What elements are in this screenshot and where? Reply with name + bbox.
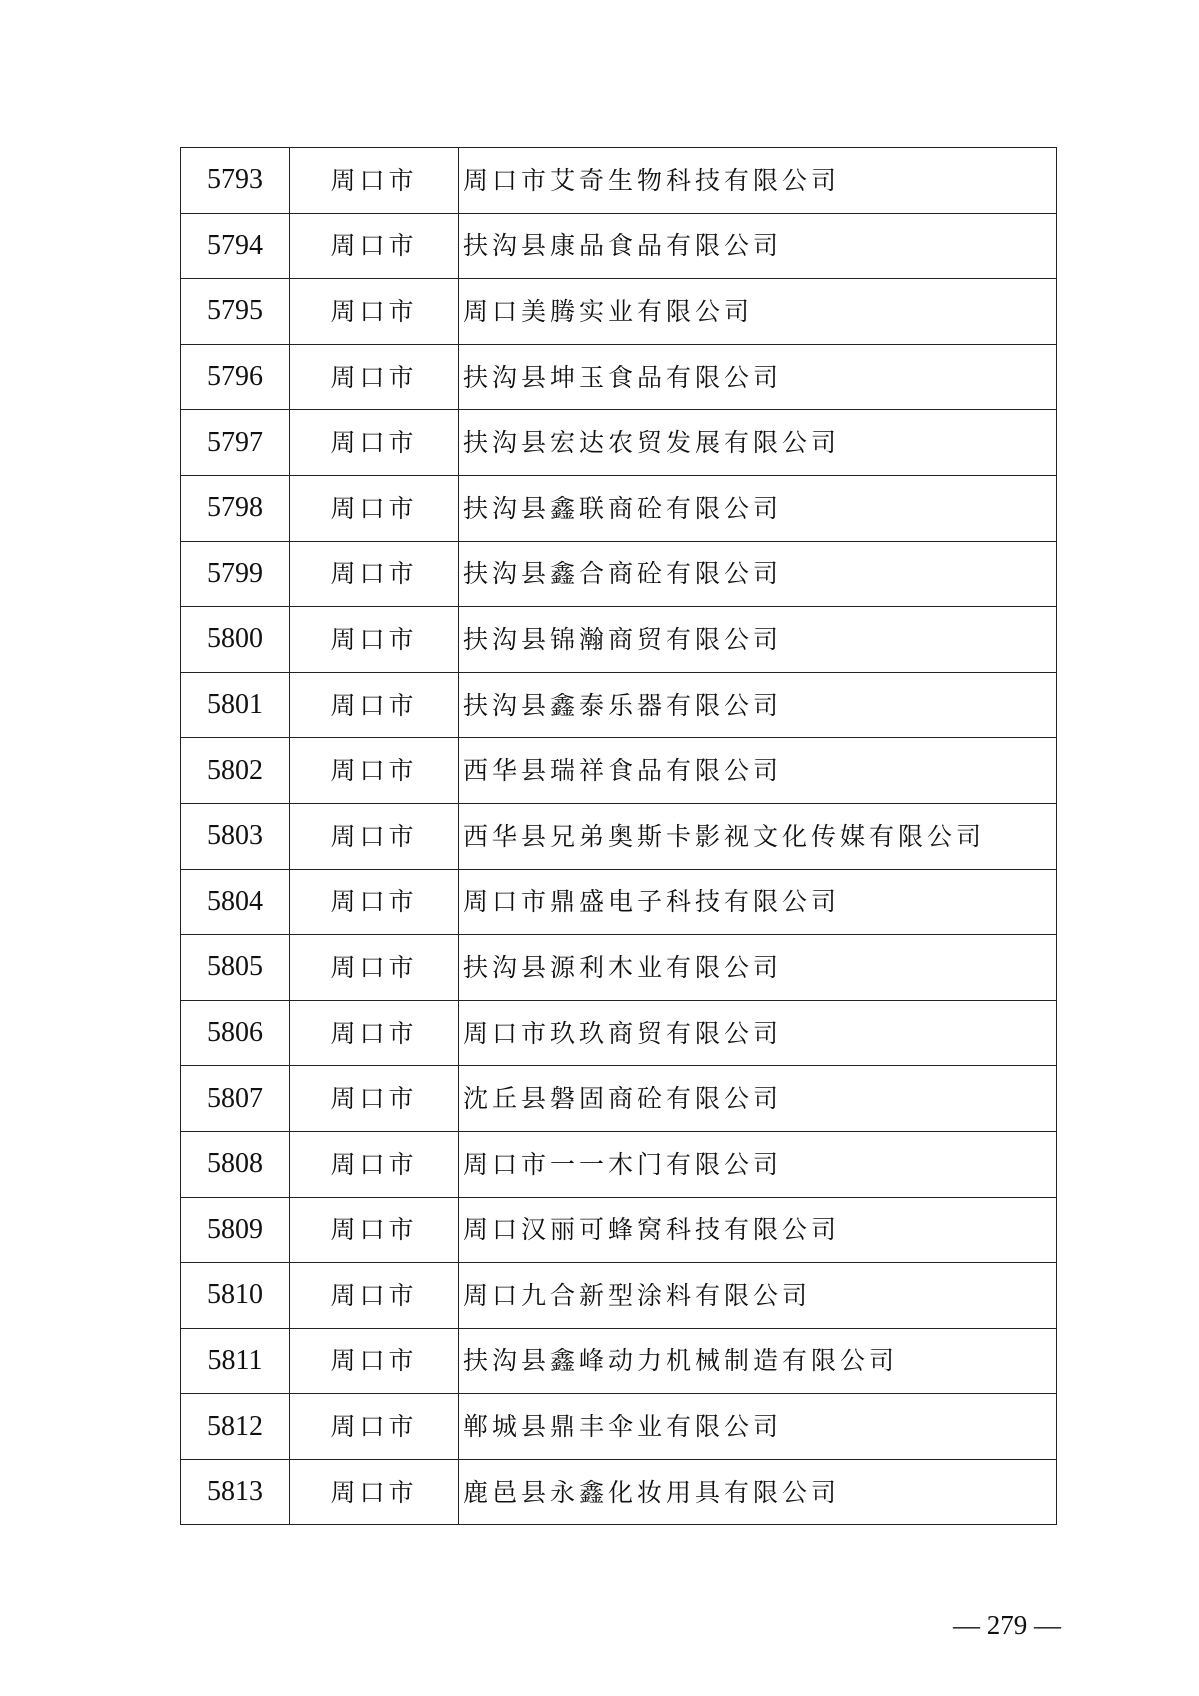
row-number: 5796 bbox=[181, 344, 290, 410]
row-city: 周口市 bbox=[290, 1263, 459, 1329]
row-number: 5812 bbox=[181, 1394, 290, 1460]
table-row bbox=[181, 1263, 1057, 1329]
row-city: 周口市 bbox=[290, 475, 459, 541]
row-city: 周口市 bbox=[290, 738, 459, 804]
table-row bbox=[181, 1459, 1057, 1525]
row-city: 周口市 bbox=[290, 607, 459, 673]
row-company: 扶沟县鑫峰动力机械制造有限公司 bbox=[459, 1328, 1057, 1394]
row-company: 周口九合新型涂料有限公司 bbox=[459, 1263, 1057, 1329]
table-row bbox=[181, 541, 1057, 607]
table-row bbox=[181, 803, 1057, 869]
row-company: 周口美腾实业有限公司 bbox=[459, 279, 1057, 345]
row-number: 5806 bbox=[181, 1000, 290, 1066]
row-company: 扶沟县锦瀚商贸有限公司 bbox=[459, 607, 1057, 673]
row-city: 周口市 bbox=[290, 1328, 459, 1394]
table-row bbox=[181, 148, 1057, 214]
row-company: 西华县瑞祥食品有限公司 bbox=[459, 738, 1057, 804]
row-city: 周口市 bbox=[290, 279, 459, 345]
table-row bbox=[181, 869, 1057, 935]
row-city: 周口市 bbox=[290, 410, 459, 476]
table-row bbox=[181, 1197, 1057, 1263]
row-city: 周口市 bbox=[290, 935, 459, 1001]
row-company: 周口市艾奇生物科技有限公司 bbox=[459, 148, 1057, 214]
row-number: 5813 bbox=[181, 1459, 290, 1525]
row-company: 周口市玖玖商贸有限公司 bbox=[459, 1000, 1057, 1066]
row-number: 5810 bbox=[181, 1263, 290, 1329]
row-number: 5811 bbox=[181, 1328, 290, 1394]
table-row bbox=[181, 672, 1057, 738]
row-company: 周口市鼎盛电子科技有限公司 bbox=[459, 869, 1057, 935]
table-row bbox=[181, 607, 1057, 673]
company-list-table bbox=[180, 147, 1057, 1525]
row-company: 扶沟县鑫合商砼有限公司 bbox=[459, 541, 1057, 607]
row-city: 周口市 bbox=[290, 148, 459, 214]
row-number: 5808 bbox=[181, 1131, 290, 1197]
row-number: 5800 bbox=[181, 607, 290, 673]
row-number: 5794 bbox=[181, 213, 290, 279]
row-company: 扶沟县鑫泰乐器有限公司 bbox=[459, 672, 1057, 738]
row-company: 周口市一一木门有限公司 bbox=[459, 1131, 1057, 1197]
row-city: 周口市 bbox=[290, 803, 459, 869]
row-number: 5805 bbox=[181, 935, 290, 1001]
company-list-table-container bbox=[180, 147, 1057, 1525]
table-row bbox=[181, 1066, 1057, 1132]
table-row bbox=[181, 410, 1057, 476]
row-company: 周口汉丽可蜂窝科技有限公司 bbox=[459, 1197, 1057, 1263]
table-row bbox=[181, 213, 1057, 279]
row-company: 鹿邑县永鑫化妆用具有限公司 bbox=[459, 1459, 1057, 1525]
row-company: 扶沟县宏达农贸发展有限公司 bbox=[459, 410, 1057, 476]
row-city: 周口市 bbox=[290, 344, 459, 410]
row-company: 扶沟县鑫联商砼有限公司 bbox=[459, 475, 1057, 541]
row-city: 周口市 bbox=[290, 1131, 459, 1197]
row-city: 周口市 bbox=[290, 1066, 459, 1132]
table-row bbox=[181, 1328, 1057, 1394]
row-number: 5801 bbox=[181, 672, 290, 738]
row-company: 西华县兄弟奥斯卡影视文化传媒有限公司 bbox=[459, 803, 1057, 869]
row-city: 周口市 bbox=[290, 1459, 459, 1525]
table-row bbox=[181, 475, 1057, 541]
row-number: 5795 bbox=[181, 279, 290, 345]
table-body bbox=[181, 148, 1057, 1525]
page-number: — 279 — bbox=[953, 1610, 1061, 1640]
row-number: 5798 bbox=[181, 475, 290, 541]
table-row bbox=[181, 935, 1057, 1001]
table-row bbox=[181, 1394, 1057, 1460]
row-number: 5807 bbox=[181, 1066, 290, 1132]
row-number: 5802 bbox=[181, 738, 290, 804]
row-city: 周口市 bbox=[290, 869, 459, 935]
row-number: 5809 bbox=[181, 1197, 290, 1263]
row-city: 周口市 bbox=[290, 213, 459, 279]
row-city: 周口市 bbox=[290, 1394, 459, 1460]
row-company: 扶沟县坤玉食品有限公司 bbox=[459, 344, 1057, 410]
table-row bbox=[181, 1131, 1057, 1197]
row-number: 5797 bbox=[181, 410, 290, 476]
row-number: 5803 bbox=[181, 803, 290, 869]
row-city: 周口市 bbox=[290, 1197, 459, 1263]
row-company: 扶沟县康品食品有限公司 bbox=[459, 213, 1057, 279]
row-company: 沈丘县磐固商砼有限公司 bbox=[459, 1066, 1057, 1132]
row-number: 5804 bbox=[181, 869, 290, 935]
table-row bbox=[181, 279, 1057, 345]
row-number: 5793 bbox=[181, 148, 290, 214]
row-company: 郸城县鼎丰伞业有限公司 bbox=[459, 1394, 1057, 1460]
row-number: 5799 bbox=[181, 541, 290, 607]
row-city: 周口市 bbox=[290, 1000, 459, 1066]
row-city: 周口市 bbox=[290, 541, 459, 607]
row-company: 扶沟县源利木业有限公司 bbox=[459, 935, 1057, 1001]
table-row bbox=[181, 738, 1057, 804]
row-city: 周口市 bbox=[290, 672, 459, 738]
table-row bbox=[181, 344, 1057, 410]
table-row bbox=[181, 1000, 1057, 1066]
